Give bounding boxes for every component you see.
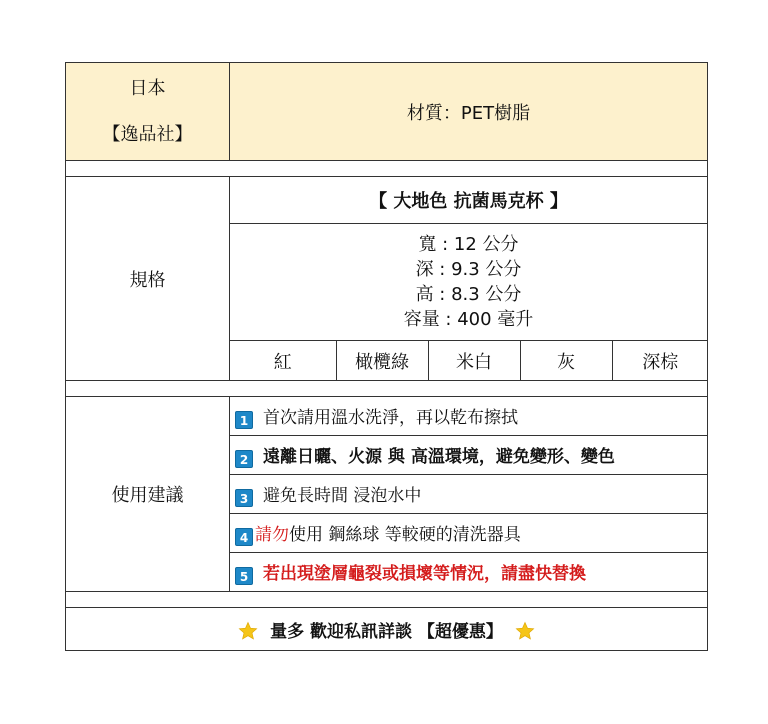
color-options [230, 341, 708, 380]
number-badge-icon: 1 [235, 411, 253, 429]
usage-row [66, 397, 708, 436]
usage-tip [230, 475, 708, 514]
star-icon [238, 621, 258, 641]
dimension-capacity: 容量 : 400 毫升 [403, 309, 534, 330]
dimension-depth: 深 : 9.3 公分 [415, 259, 522, 280]
product-info-sheet [65, 62, 708, 651]
brand-name: 【逸品社】 [102, 123, 193, 145]
spacer-row [66, 592, 708, 608]
usage-tip [230, 436, 708, 475]
number-badge-icon: 4 [235, 528, 253, 546]
tip-text: 遠離日曬、火源 與 高溫環境，避免變形、變色 [263, 447, 615, 467]
color-option: 灰 [520, 341, 612, 380]
usage-tip [230, 553, 708, 592]
color-option: 橄欖綠 [336, 341, 428, 380]
product-title: 【 大地色 抗菌馬克杯 】 [230, 177, 708, 224]
footer-text: 量多 歡迎私訊詳談 【超優惠】 [270, 621, 503, 642]
header-row [66, 63, 708, 161]
spec-row-title [66, 177, 708, 224]
usage-tip [230, 514, 708, 553]
dimension-height: 高 : 8.3 公分 [415, 284, 522, 305]
colors-cell [230, 341, 708, 381]
number-badge-icon: 5 [235, 567, 253, 585]
usage-tip [230, 397, 708, 436]
color-option: 深棕 [612, 341, 708, 380]
spacer-row [66, 161, 708, 177]
tip-text: 若出現塗層龜裂或損壞等情況，請盡快替換 [263, 564, 586, 584]
usage-label: 使用建議 [66, 397, 230, 592]
spacer-row [66, 381, 708, 397]
tip-text: 首次請用溫水洗淨，再以乾布擦拭 [263, 408, 518, 428]
dimension-width: 寬 : 12 公分 [418, 234, 519, 255]
origin-cell [66, 63, 230, 161]
origin-country: 日本 [129, 77, 166, 99]
tip-text: 使用 鋼絲球 等較硬的清洗器具 [289, 525, 521, 545]
warning-text: 請勿 [255, 525, 289, 545]
footer-cell [66, 608, 708, 651]
dimensions-cell [230, 224, 708, 341]
footer-row [66, 608, 708, 651]
tip-text: 避免長時間 浸泡水中 [263, 486, 422, 506]
spec-label: 規格 [66, 177, 230, 381]
material-text: 材質：PET樹脂 [230, 63, 708, 161]
color-option: 米白 [428, 341, 520, 380]
star-icon [515, 621, 535, 641]
number-badge-icon: 3 [235, 489, 253, 507]
number-badge-icon: 2 [235, 450, 253, 468]
color-option: 紅 [273, 351, 292, 373]
